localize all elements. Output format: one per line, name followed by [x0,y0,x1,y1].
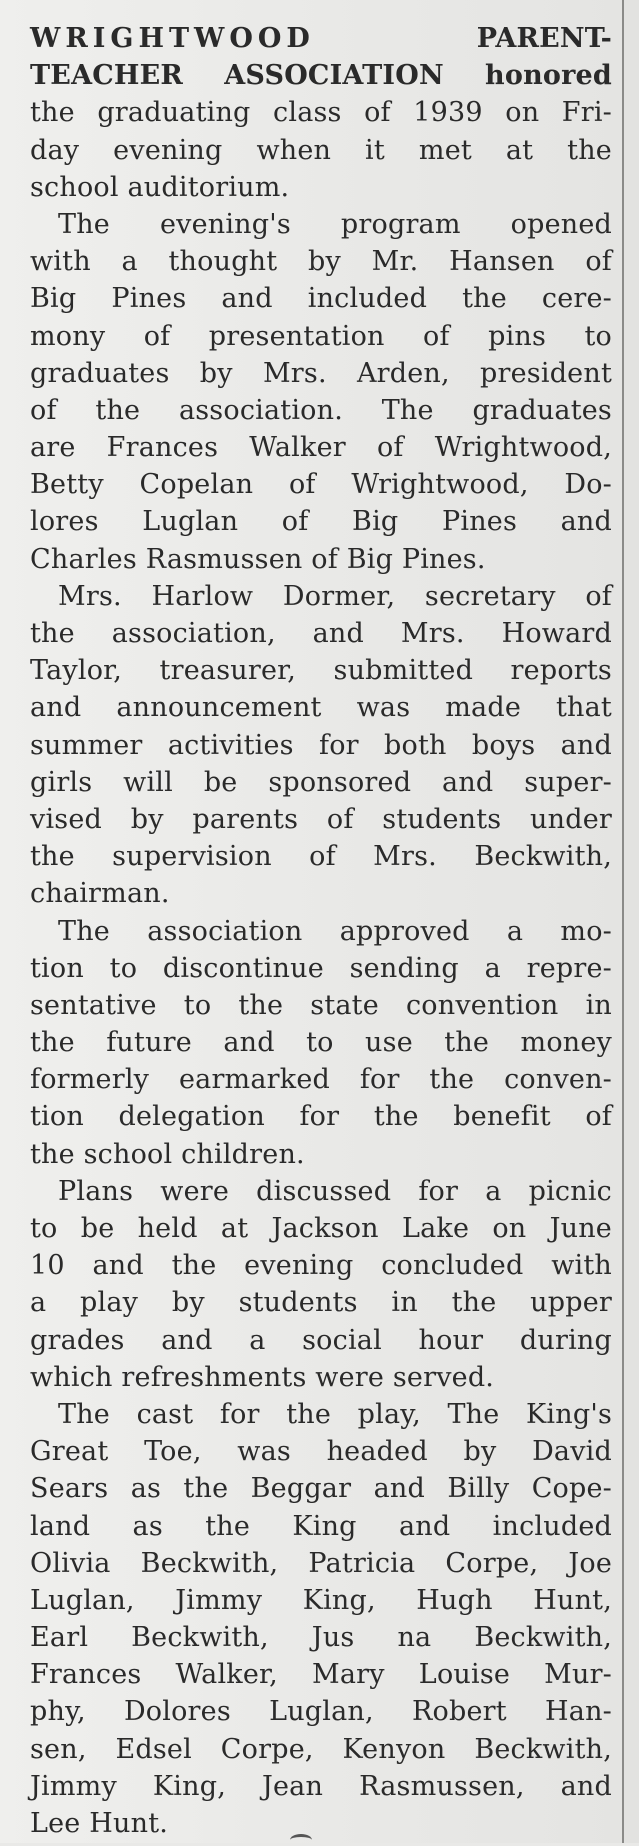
paragraph [30,1173,612,1396]
paragraph [30,1396,612,1842]
article-line: Great Toe, was headed by David [30,1436,612,1468]
article-line: Big Pines and included the cere- [30,283,612,315]
article-body [30,20,612,1842]
article-line: Plans were discussed for a picnic [58,1175,612,1207]
article-line: the association, and Mrs. Howard [30,618,612,649]
article-line: grades and a social hour during [30,1324,612,1356]
article-line: formerly earmarked for the conven- [30,1064,612,1096]
paragraph [30,578,612,913]
article-line: with a thought by Mr. Hansen of [30,246,612,278]
paragraph [30,913,612,1173]
article-line: tion delegation for the benefit of [30,1101,612,1133]
article-line: Earl Beckwith, Jus na Beckwith, [30,1622,612,1654]
article-line: sen, Edsel Corpe, Kenyon Beckwith, [30,1733,612,1765]
article-line: TEACHER ASSOCIATION honored [30,60,612,92]
article-line: day evening when it met at the [30,134,612,166]
article-line: Charles Rasmussen of Big Pines. [30,543,486,575]
article-line: a play by students in the upper [30,1287,612,1319]
article-line: and announcement was made that [30,692,612,724]
article-line: the supervision of Mrs. Beckwith, [30,841,612,873]
article-line: Mrs. Harlow Dormer, secretary of [58,580,612,612]
article-line: phy, Dolores Luglan, Robert Han- [30,1696,612,1728]
article-line: 10 and the evening concluded with [30,1250,612,1282]
article-line: sentative to the state convention in [30,989,612,1021]
article-line: lores Luglan of Big Pines and [30,506,612,538]
article-line: The association approved a mo- [58,915,612,947]
next-article-fragment [290,1834,312,1846]
article-line: chairman. [30,878,170,910]
article-line: girls will be sponsored and super- [30,766,612,798]
article-line: land as the King and included [30,1510,612,1542]
article-line: tion to discontinue sending a repre- [30,952,612,984]
article-line: Frances Walker, Mary Louise Mur- [30,1659,612,1691]
article-line: graduates by Mrs. Arden, president [30,357,612,389]
article-line: Taylor, treasurer, submitted reports [30,655,612,687]
adjacent-column-edge [624,0,639,1843]
article-line: WRIGHTWOOD PARENT- [30,23,612,54]
article-line: the school children. [30,1138,305,1170]
article-line: of the association. The graduates [30,394,612,426]
article-line: mony of presentation of pins to [30,320,612,352]
article-line: the graduating class of 1939 on Fri- [30,97,612,129]
article-line: Olivia Beckwith, Patricia Corpe, Joe [30,1547,612,1579]
article-line: Lee Hunt. [30,1808,169,1839]
article-line: Betty Copelan of Wrightwood, Do- [30,469,612,501]
article-line: to be held at Jackson Lake on June [30,1213,612,1244]
article-line: summer activities for both boys and [30,729,612,761]
article-line: Jimmy King, Jean Rasmussen, and [30,1770,612,1802]
article-line: The cast for the play, The King's [58,1398,612,1430]
article-line: vised by parents of students under [30,803,612,835]
article-line: are Frances Walker of Wrightwood, [30,432,612,464]
article-line: The evening's program opened [58,208,612,240]
article-line: the future and to use the money [30,1027,612,1059]
article-line: Sears as the Beggar and Billy Cope- [30,1473,612,1505]
paragraph [30,206,612,578]
article-line: which refreshments were served. [30,1361,495,1393]
paragraph [30,20,612,206]
article-line: school auditorium. [30,171,290,203]
article-line: Luglan, Jimmy King, Hugh Hunt, [30,1584,612,1616]
